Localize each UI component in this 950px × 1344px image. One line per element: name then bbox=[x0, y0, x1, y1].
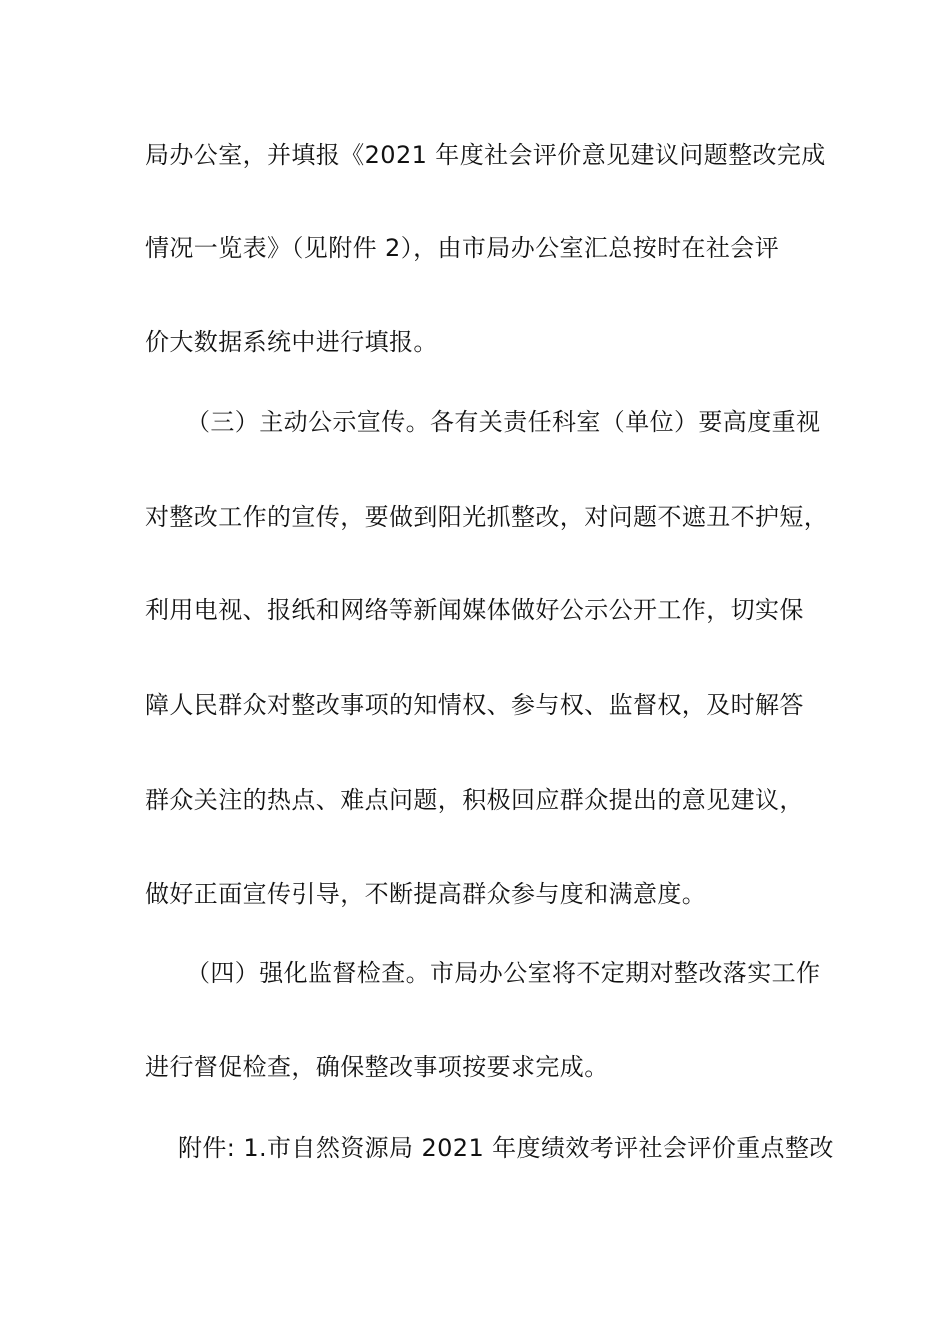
text-line-2: 情况一览表》（见附件 2），由市局办公室汇总按时在社会评 bbox=[145, 234, 780, 262]
text-line-7: 障人民群众对整改事项的知情权、参与权、监督权，及时解答 bbox=[145, 691, 804, 719]
section-heading-3: （三）主动公示宣传。各有关责任科室（单位）要高度重视 bbox=[186, 408, 821, 436]
text-line-8: 群众关注的热点、难点问题，积极回应群众提出的意见建议， bbox=[145, 786, 804, 814]
text-line-3: 价大数据系统中进行填报。 bbox=[145, 328, 438, 356]
annex-line: 附件: 1.市自然资源局 2021 年度绩效考评社会评价重点整改 bbox=[178, 1134, 834, 1162]
text-line-6: 利用电视、报纸和网络等新闻媒体做好公示公开工作，切实保 bbox=[145, 596, 804, 624]
text-line-5: 对整改工作的宣传，要做到阳光抓整改，对问题不遮丑不护短， bbox=[145, 503, 829, 531]
text-line-1: 局办公室，并填报《2021 年度社会评价意见建议问题整改完成 bbox=[145, 141, 826, 169]
text-line-11: 进行督促检查，确保整改事项按要求完成。 bbox=[145, 1053, 609, 1081]
text-line-9: 做好正面宣传引导，不断提高群众参与度和满意度。 bbox=[145, 880, 707, 908]
section-heading-4: （四）强化监督检查。市局办公室将不定期对整改落实工作 bbox=[186, 959, 821, 987]
